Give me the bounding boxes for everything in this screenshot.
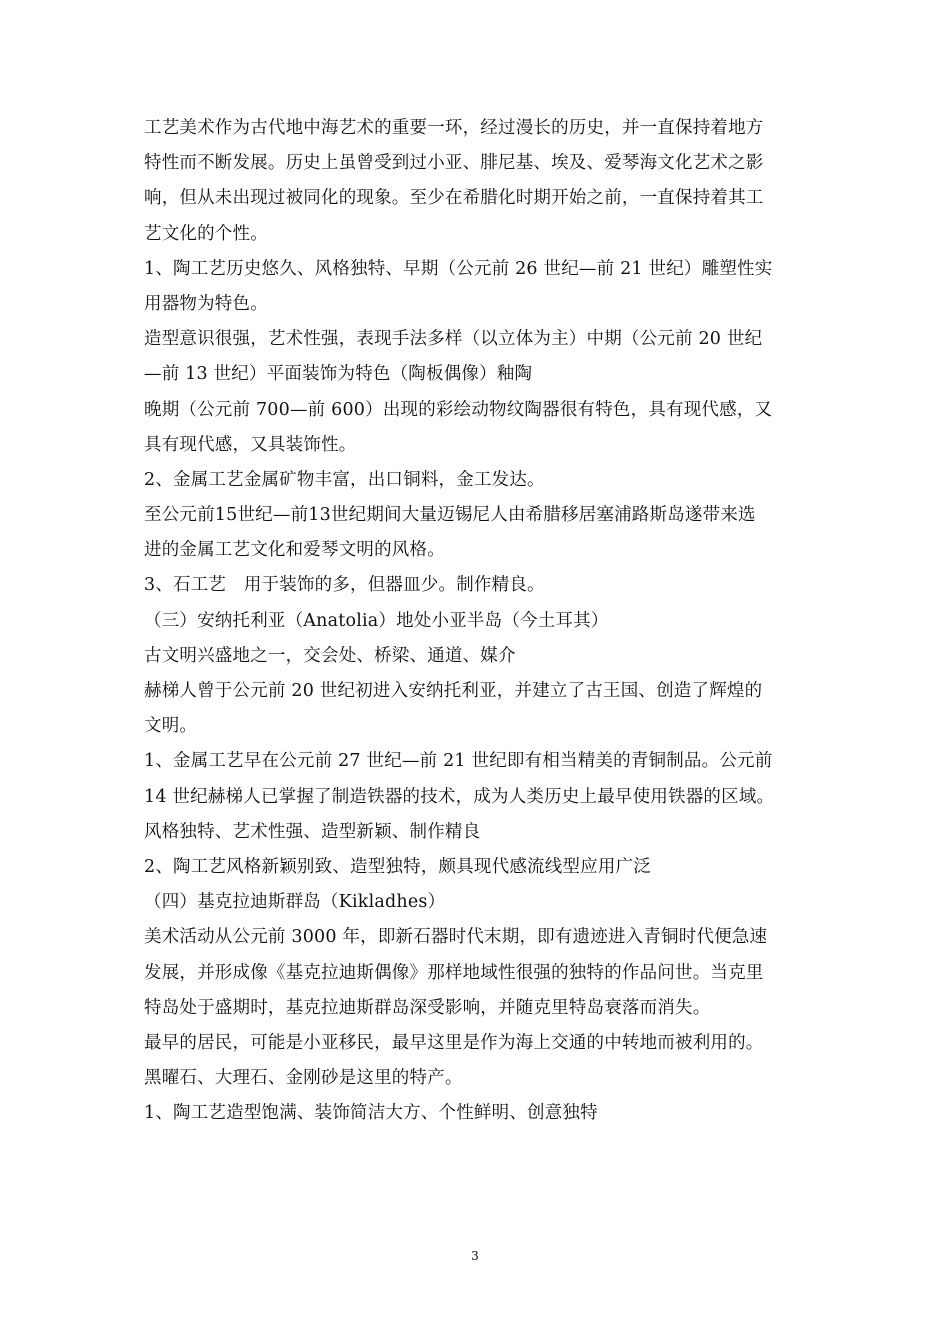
text-line: 晚期（公元前 700—前 600）出现的彩绘动物纹陶器很有特色，具有现代感，又 bbox=[144, 399, 773, 420]
text-line: 2、金属工艺金属矿物丰富，出口铜料，金工发达。 bbox=[144, 469, 545, 490]
text-line: 工艺美术作为古代地中海艺术的重要一环，经过漫长的历史，并一直保持着地方 bbox=[144, 118, 764, 138]
text-line: 美术活动从公元前 3000 年，即新石器时代末期，即有遗迹进入青铜时代便急速 bbox=[144, 927, 768, 948]
text-line: 最早的居民，可能是小亚移民，最早这里是作为海上交通的中转地而被利用的。 bbox=[144, 1032, 764, 1053]
text-line: 艺文化的个性。 bbox=[144, 223, 268, 244]
text-line: 3、石工艺 用于装饰的多，但器皿少。制作精良。 bbox=[144, 575, 545, 596]
text-line: 文明。 bbox=[144, 716, 198, 737]
text-line: 古文明兴盛地之一，交会处、桥梁、通道、媒介 bbox=[144, 645, 516, 666]
text-line: 发展，并形成像《基克拉迪斯偶像》那样地域性很强的独特的作品问世。当克里 bbox=[144, 962, 764, 983]
text-line: 进的金属工艺文化和爱琴文明的风格。 bbox=[144, 540, 445, 561]
text-line: 14 世纪赫梯人已掌握了制造铁器的技术，成为人类历史上最早使用铁器的区域。 bbox=[144, 786, 775, 807]
text-line: 至公元前15世纪—前13世纪期间大量迈锡尼人由希腊移居塞浦路斯岛遂带来选 bbox=[144, 505, 756, 526]
text-line: —前 13 世纪）平面装饰为特色（陶板偶像）釉陶 bbox=[144, 364, 533, 385]
text-line: 2、陶工艺风格新颖别致、造型独特，颇具现代感流线型应用广泛 bbox=[144, 856, 651, 877]
page-number: 3 bbox=[471, 1249, 479, 1263]
text-line: 特性而不断发展。历史上虽曾受到过小亚、腓尼基、埃及、爱琴海文化艺术之影 bbox=[144, 153, 764, 174]
text-line: 黑曜石、大理石、金刚砂是这里的特产。 bbox=[144, 1068, 463, 1089]
text-line: 1、陶工艺历史悠久、风格独特、早期（公元前 26 世纪—前 21 世纪）雕塑性实 bbox=[144, 258, 773, 279]
section-heading: （四）基克拉迪斯群岛（Kikladhes） bbox=[144, 892, 446, 913]
text-line: 用器物为特色。 bbox=[144, 293, 268, 314]
text-line: 造型意识很强，艺术性强，表现手法多样（以立体为主）中期（公元前 20 世纪 bbox=[144, 329, 763, 350]
section-heading: （三）安纳托利亚（Anatolia）地处小亚半岛（今土耳其） bbox=[144, 610, 609, 631]
document-body bbox=[144, 111, 816, 1131]
text-line: 赫梯人曾于公元前 20 世纪初进入安纳托利亚，并建立了古王国、创造了辉煌的 bbox=[144, 681, 763, 701]
text-line: 具有现代感，又具装饰性。 bbox=[144, 434, 357, 455]
text-line: 风格独特、艺术性强、造型新颖、制作精良 bbox=[144, 821, 481, 842]
text-line: 响，但从未出现过被同化的现象。至少在希腊化时期开始之前，一直保持着其工 bbox=[144, 188, 764, 209]
text-line: 1、陶工艺造型饱满、装饰简洁大方、个性鲜明、创意独特 bbox=[144, 1103, 598, 1124]
text-line: 1、金属工艺早在公元前 27 世纪—前 21 世纪即有相当精美的青铜制品。公元前 bbox=[144, 751, 773, 772]
text-line: 特岛处于盛期时，基克拉迪斯群岛深受影响，并随克里特岛衰落而消失。 bbox=[144, 997, 711, 1018]
